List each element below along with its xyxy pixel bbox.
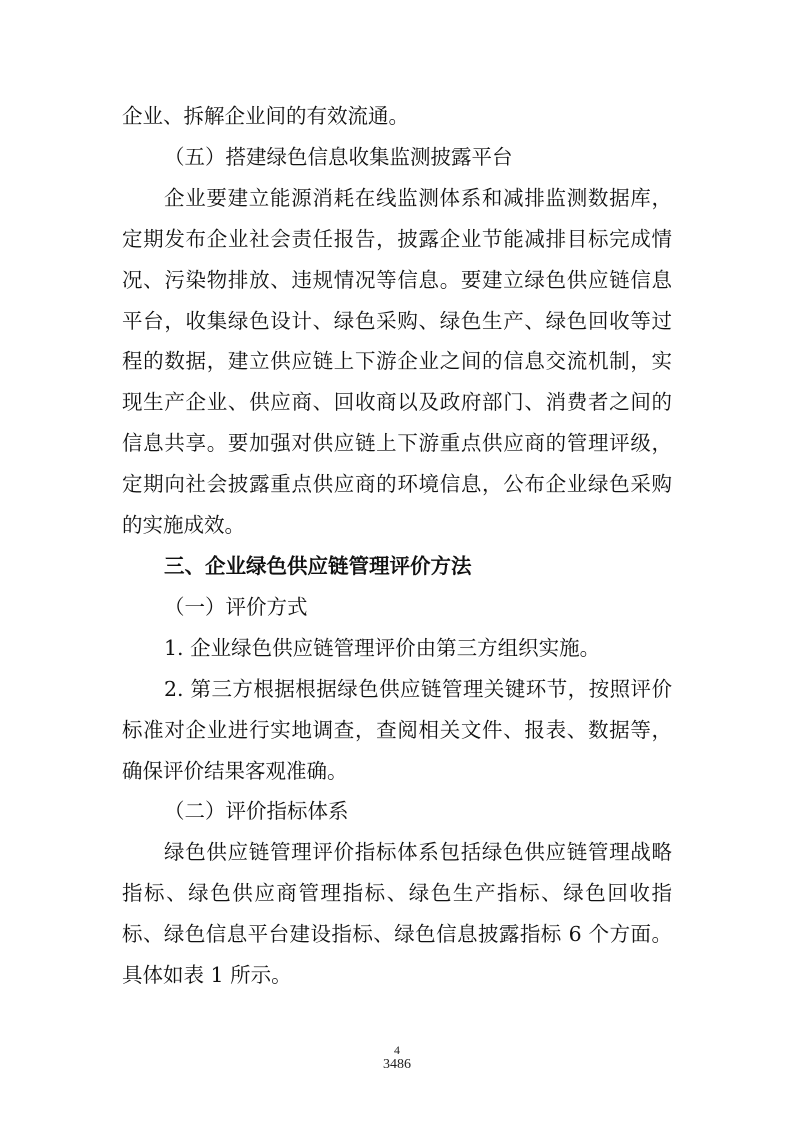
page-number: 4 — [394, 1043, 400, 1057]
section-subheading-two: （二）评价指标体系 — [164, 799, 349, 824]
serial-number: 3486 — [383, 1057, 411, 1072]
paragraph-indicator-system: 绿色供应链管理评价指标体系包括绿色供应链管理战略指标、绿色供应商管理指标、绿色生产指标、绿色回收指标、绿色信息平台建设指标、绿色信息披露指标 6 个方面。具体如表 1 所示。 — [122, 840, 672, 988]
section-subheading-one: （一）评价方式 — [164, 594, 308, 619]
paragraph-item-1: 1. 企业绿色供应链管理评价由第三方组织实施。 — [164, 635, 601, 660]
paragraph-continuation: 企业、拆解企业间的有效流通。 — [122, 104, 409, 128]
paragraph-item-2: 2. 第三方根据根据绿色供应链管理关键环节，按照评价标准对企业进行实地调查，查阅相关文件、报表、数据等，确保评价结果客观准确。 — [122, 676, 672, 783]
paragraph-info-platform: 企业要建立能源消耗在线监测体系和减排监测数据库，定期发布企业社会责任报告，披露企业节能减排目标完成情况、污染物排放、违规情况等信息。要建立绿色供应链信息平台，收集绿色设计、绿色采购、绿色生产、绿色回收等过程的数据，建立供应链上下游企业之间的信息交流机制，实现生产企业、供应商、回收商以及政府部门、消费者之间的信息共享。要加强对供应链上下游重点供应商的管理评级，定期向社会披露重点供应商的环境信息，公布企业绿色采购的实施成效。 — [122, 185, 672, 538]
document-body — [122, 96, 672, 996]
section-heading-three: 三、企业绿色供应链管理评价方法 — [164, 553, 472, 578]
section-subheading-five: （五）搭建绿色信息收集监测披露平台 — [164, 144, 513, 169]
